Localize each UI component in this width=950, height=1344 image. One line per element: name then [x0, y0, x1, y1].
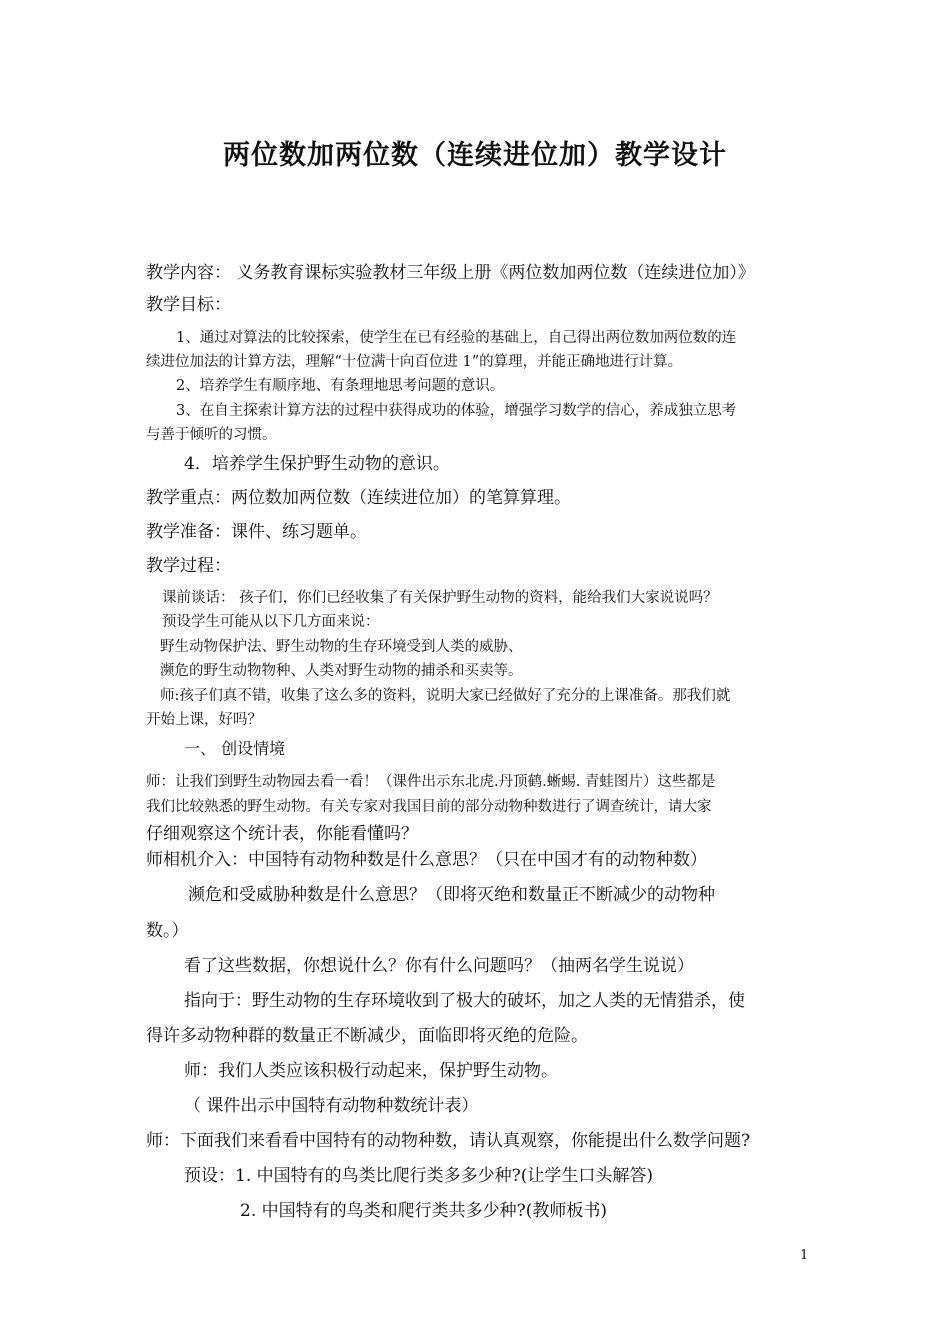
objective-1-line-1: 1、通过对算法的比较探索，使学生在已有经验的基础上，自己得出两位数加两位数的连 — [176, 330, 737, 346]
teacher-remark-line-1: 师:孩子们真不错，收集了这么多的资料，说明大家已经做好了充分的上课准备。那我们就 — [160, 688, 731, 704]
courseware-table: （ 课件出示中国特有动物种数统计表） — [184, 1096, 479, 1116]
preset-item-1: 野生动物保护法、野生动物的生存环境受到人类的威胁、 — [160, 639, 523, 655]
page-number: 1 — [800, 1248, 809, 1263]
teacher-protect: 师：我们人类应该积极行动起来，保护野生动物。 — [184, 1061, 558, 1081]
scene-line-1: 师：让我们到野生动物园去看一看！（课件出示东北虎.丹顶鹤.蜥蜴. 青蛙图片）这些都是 — [146, 774, 716, 790]
preset-item-2: 濒危的野生动物物种、人类对野生动物的捕杀和买卖等。 — [160, 663, 523, 679]
objective-3-line-2: 与善于倾听的习惯。 — [146, 427, 277, 443]
document-title: 两位数加两位数（连续进位加）教学设计 — [223, 140, 727, 171]
process-heading: 教学过程： — [146, 556, 231, 576]
teacher-question: 师：下面我们来看看中国特有的动物种数，请认真观察，你能提出什么数学问题? — [146, 1131, 751, 1151]
objective-4: 4．培养学生保护野生动物的意识。 — [184, 454, 450, 474]
preparation: 教学准备：课件、练习题单。 — [146, 522, 367, 542]
data-question: 看了这些数据，你想说什么？你有什么问题吗？（抽两名学生说说） — [184, 956, 694, 976]
section-1-heading: 一、 创设情境 — [184, 739, 286, 758]
objective-2: 2、培养学生有顺序地、有条理地思考问题的意识。 — [176, 378, 505, 394]
objective-3-line-1: 3、在自主探索计算方法的过程中获得成功的体验，增强学习数学的信心，养成独立思考 — [176, 403, 737, 419]
pointing-line-1: 指向于：野生动物的生存环境收到了极大的破坏，加之人类的无情猎杀，使 — [184, 991, 745, 1011]
endangered-question: 濒危和受威胁种数是什么意思？（即将灭绝和数量正不断减少的动物种 — [188, 885, 715, 905]
teaching-content: 教学内容： 义务教育课标实验教材三年级上册《两位数加两位数（连续进位加）》 — [146, 263, 755, 283]
teacher-intervene: 师相机介入：中国特有动物种数是什么意思？（只在中国才有的动物种数） — [146, 850, 707, 870]
scene-line-2: 我们比较熟悉的野生动物。有关专家对我国目前的部分动物种数进行了调查统计，请大家 — [146, 799, 712, 815]
pre-class-talk: 课前谈话： 孩子们，你们已经收集了有关保护野生动物的资料，能给我们大家说说吗？ — [162, 590, 718, 606]
pointing-line-2: 得许多动物种群的数量正不断减少，面临即将灭绝的危险。 — [146, 1026, 588, 1046]
preset-intro: 预设学生可能从以下几方面来说： — [162, 614, 380, 630]
preset-question-2: 2. 中国特有的鸟类和爬行类共多少种?(教师板书) — [240, 1201, 608, 1221]
objective-1-line-2: 续进位加法的计算方法，理解“十位满十向百位进 1”的算理，并能正确地进行计算。 — [146, 354, 683, 370]
endangered-question-end: 数。） — [146, 921, 189, 941]
scene-line-3: 仔细观察这个统计表，你能看懂吗？ — [146, 824, 418, 844]
teacher-remark-line-2: 开始上课，好吗？ — [146, 712, 262, 728]
preset-question-1: 预设：1. 中国特有的鸟类比爬行类多多少种?(让学生口头解答) — [184, 1166, 654, 1186]
objectives-heading: 教学目标： — [146, 295, 231, 315]
key-point: 教学重点：两位数加两位数（连续进位加）的笔算算理。 — [146, 488, 571, 508]
